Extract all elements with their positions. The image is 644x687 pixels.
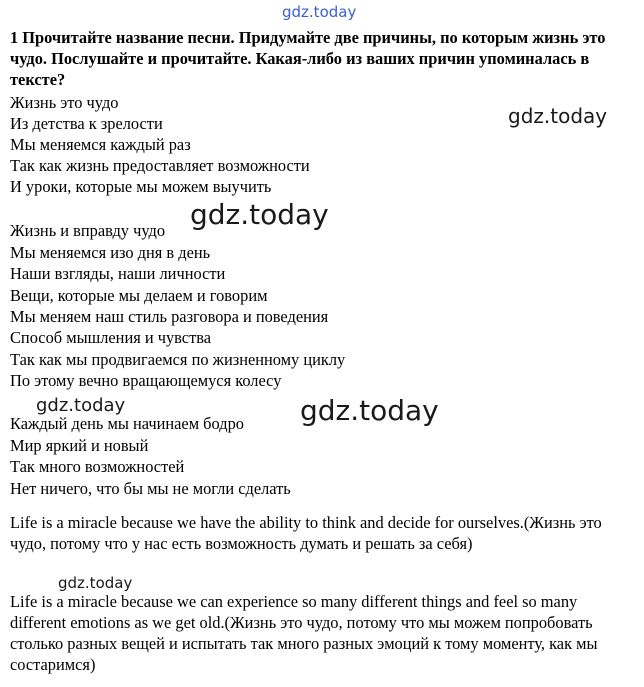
song-line: Мир яркий и новый bbox=[10, 436, 149, 455]
song-line: Мы меняемся каждый раз bbox=[10, 135, 191, 154]
song-line: Из детства к зрелости bbox=[10, 114, 163, 133]
song-line: Жизнь это чудо bbox=[10, 93, 119, 112]
song-line: Жизнь и вправду чудо bbox=[10, 221, 166, 240]
song-line: Каждый день мы начинаем бодро bbox=[10, 414, 244, 433]
watermark-small-bottom: gdz.today bbox=[58, 574, 133, 592]
song-line: Способ мышления и чувства bbox=[10, 328, 212, 347]
watermark-small-left: gdz.today bbox=[36, 395, 126, 416]
answer-reason-1: Life is a miracle because we have the ability to think and decide for ourselves.(Жизнь это чудо, потому что у нас есть возможность думать и решать за себя) bbox=[10, 513, 602, 553]
song-line: Мы меняемся изо дня в день bbox=[10, 243, 211, 262]
song-line: Так как мы продвигаемся по жизненному циклу bbox=[10, 350, 346, 369]
song-line: Наши взгляды, наши личности bbox=[10, 264, 226, 283]
song-line: По этому вечно вращающемуся колесу bbox=[10, 371, 282, 390]
song-line: Так много возможностей bbox=[10, 457, 185, 476]
song-line: Вещи, которые мы делаем и говорим bbox=[10, 286, 268, 305]
watermark-large: gdz.today bbox=[300, 394, 439, 427]
song-line: Так как жизнь предоставляет возможности bbox=[10, 156, 310, 175]
answer-reason-2: Life is a miracle because we can experience so many different things and feel so many different emotions as we get old.(Жизнь это чудо, потому что мы можем попробовать столько разных вещей и испытать так много разных эмоций к тому моменту, как мы состаримся) bbox=[10, 592, 598, 674]
song-line: Нет ничего, что бы мы не могли сделать bbox=[10, 479, 291, 498]
watermark-top: gdz.today bbox=[282, 3, 357, 21]
watermark-mid-right: gdz.today bbox=[508, 104, 608, 128]
watermark-large: gdz.today bbox=[190, 198, 329, 231]
task-heading: 1 Прочитайте название песни. Придумайте две причины, по которым жизнь это чудо. Послушайте и прочитайте. Какая-либо из ваших причин упоминалась в тексте? bbox=[10, 28, 606, 89]
song-line: Мы меняем наш стиль разговора и поведения bbox=[10, 307, 329, 326]
song-line: И уроки, которые мы можем выучить bbox=[10, 177, 272, 196]
